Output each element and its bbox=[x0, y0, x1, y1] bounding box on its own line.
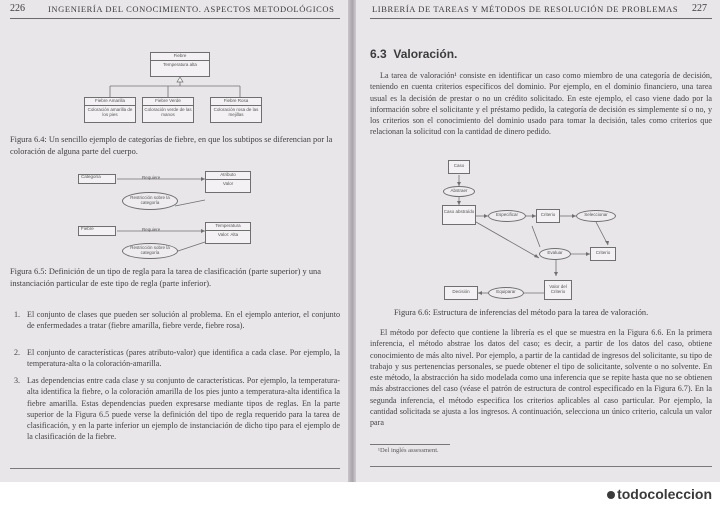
atributo-box bbox=[205, 171, 251, 193]
figure-6-5-caption: Figura 6.5: Definición de un tipo de regla para la tarea de clasificación (parte superior) y una instanciación particular de este tipo de regla (parte inferior). bbox=[10, 267, 321, 288]
section-heading bbox=[370, 47, 457, 61]
restriccion-ellipse-lower: Restricción sobre la categoría bbox=[122, 243, 178, 259]
subtype-title-amarilla: Fiebre Amarilla bbox=[85, 98, 135, 106]
fiebre-class-title: Fiebre bbox=[151, 53, 209, 61]
temperatura-value: Valor: Alta bbox=[217, 231, 239, 237]
right-page-number: 227 bbox=[692, 3, 707, 14]
left-page-number: 226 bbox=[10, 3, 25, 14]
list-item-3-text: Las dependencias entre cada clase y su conjunto de características. Por ejemplo, la temperatura-alta identifica la fiebre, o la coloración amarilla de los pies junto a temperatura-alta identifica la fiebre amarilla. Estas dependencias pueden expresarse mediante tipos de reglas. En la parte superior de la Figura 6.5 puede verse la definición del tipo de regla requerido para la tarea de clasificación, y en la parte inferior un ejemplo de instanciación de dicho tipo para el ejemplo de la clasificación de la fiebre. bbox=[27, 376, 340, 442]
footnote: ¹Del inglés assessment. bbox=[378, 447, 439, 454]
list-item-2-number: 2. bbox=[14, 348, 21, 357]
list-item-3 bbox=[14, 375, 340, 443]
figure-6-5-connectors bbox=[0, 160, 350, 260]
requiere-label-lower: Requiere bbox=[142, 227, 161, 232]
fiebre-class-box bbox=[150, 52, 210, 77]
left-running-head: INGENIERÍA DEL CONOCIMIENTO. ASPECTOS METODOLÓGICOS bbox=[48, 4, 335, 14]
subtype-title-verde: Fiebre Verde bbox=[143, 98, 193, 106]
figure-6-4-caption: Figura 6.4: Un sencillo ejemplo de categorías de fiebre, en que los subtipos se diferencian por la coloración de alguna parte del cuerpo. bbox=[10, 135, 333, 156]
subtype-box-rosa bbox=[210, 97, 262, 123]
right-bottom-rule bbox=[370, 466, 712, 467]
right-head-rule bbox=[370, 18, 712, 19]
left-bottom-rule bbox=[10, 468, 340, 469]
subtype-attr-verde: Coloración verde de las manos bbox=[144, 106, 192, 117]
equiparar-node: Equiparar bbox=[488, 287, 524, 299]
fiebre-box: Fiebre bbox=[78, 226, 116, 236]
bottom-strip bbox=[0, 482, 720, 506]
body-paragraph: El método por defecto que contiene la librería es el que se muestra en la Figura 6.6. En la primera inferencia, el método abstrae los datos del caso; es decir, a partir de los datos del caso, obtiene conocimiento de más alto nivel. Por ejemplo, a partir de la cantidad de ingresos del solicitante, su tipo de trabajo y sus pertenencias personales, se puede obtener el tipo de solicitante, solvente o no solvente. En este método, la abstracción ha sido modelada como una inferencia que se repite hasta que no se obtienen más abstracciones del caso (véase el patrón de estructura de control especificado en la Figura 6.7). En la segunda inferencia, el método especifica los criterios aplicables al caso particular. Por ejemplo, la cantidad solicitada se ajusta a los ingresos. A continuación, selecciona un único criterio, calcula un valor para bbox=[370, 328, 712, 428]
figure-6-6 bbox=[356, 150, 720, 300]
fiebre-class-attr: Temperatura alta bbox=[163, 61, 197, 67]
left-page bbox=[0, 0, 350, 482]
subtype-box-amarilla bbox=[84, 97, 136, 123]
footnote-rule bbox=[370, 444, 450, 445]
temperatura-box bbox=[205, 222, 251, 244]
figure-6-4 bbox=[0, 0, 350, 140]
list-item-3-number: 3. bbox=[14, 376, 21, 385]
watermark-text: todocoleccion bbox=[617, 486, 712, 502]
seleccionar-node: Seleccionar bbox=[576, 210, 616, 222]
temperatura-title: Temperatura bbox=[206, 223, 250, 231]
caso-abstraido-node: Caso abstraído bbox=[442, 205, 476, 225]
right-running-head: LIBRERÍA DE TAREAS Y MÉTODOS DE RESOLUCIÓN DE PROBLEMAS bbox=[372, 4, 679, 14]
restriccion-ellipse-upper: Restricción sobre la categoría bbox=[122, 192, 178, 210]
watermark-dot-icon bbox=[607, 491, 615, 499]
requiere-label-upper: Requiere bbox=[142, 175, 161, 180]
atributo-value: Valor bbox=[222, 180, 234, 186]
list-item-1-number: 1. bbox=[14, 310, 21, 319]
atributo-title: Atributo bbox=[206, 172, 250, 180]
categoria-box: Categoría bbox=[78, 174, 116, 184]
list-item-1-text: El conjunto de clases que pueden ser solución al problema. En el ejemplo anterior, el conjunto de enfermedades a tratar (fiebre amarilla, fiebre verde, fiebre rosa). bbox=[27, 310, 340, 331]
figure-6-6-caption: Figura 6.6: Estructura de inferencias del método para la tarea de valoración. bbox=[394, 308, 649, 317]
caso-node: Caso bbox=[448, 160, 470, 174]
valor-criterio-node: Valor del Criterio bbox=[544, 280, 572, 300]
abstraer-node: Abstraer bbox=[443, 186, 475, 197]
decision-node: Decisión bbox=[444, 286, 478, 300]
subtype-box-verde bbox=[142, 97, 194, 123]
section-title: Valoración. bbox=[393, 47, 458, 61]
list-item-2 bbox=[14, 347, 340, 370]
intro-paragraph: La tarea de valoración¹ consiste en identificar un caso como miembro de una categoría de decisión, teniendo en cuenta criterios específicos del dominio. Por ejemplo, en el dominio financiero, una tarea usual es la decisión de prestar o no un crédito solicitado. En este ejemplo, el caso viene dado por la información sobre el solicitante y el préstamo pedido, la categoría de decisión es simplemente sí o no, y los criterios son el conocimiento del dominio usado para tomar la decisión, tales como criterios que relacionan la solicitud con la cantidad de dinero pedido. bbox=[370, 71, 712, 137]
criterio-node-1: Criterio bbox=[536, 209, 560, 223]
right-page bbox=[356, 0, 720, 482]
criterio-node-2: Criterio bbox=[590, 247, 616, 261]
subtype-title-rosa: Fiebre Rosa bbox=[211, 98, 261, 106]
especificar-node: Especificar bbox=[488, 210, 526, 222]
watermark-logo bbox=[607, 486, 712, 502]
subtype-attr-rosa: Coloración rosa de las mejillas bbox=[213, 106, 259, 117]
figure-6-5 bbox=[0, 160, 350, 260]
subtype-attr-amarilla: Coloración amarilla de los pies bbox=[87, 106, 133, 117]
list-item-2-text: El conjunto de características (pares atributo-valor) que identifica a cada clase. Por ejemplo, la temperatura-alta o la coloración-amarilla. bbox=[27, 348, 340, 369]
figure-6-6-connectors bbox=[356, 150, 720, 300]
section-number: 6.3 bbox=[370, 47, 387, 61]
list-item-1 bbox=[14, 309, 340, 332]
evaluar-node: Evaluar bbox=[539, 248, 571, 260]
